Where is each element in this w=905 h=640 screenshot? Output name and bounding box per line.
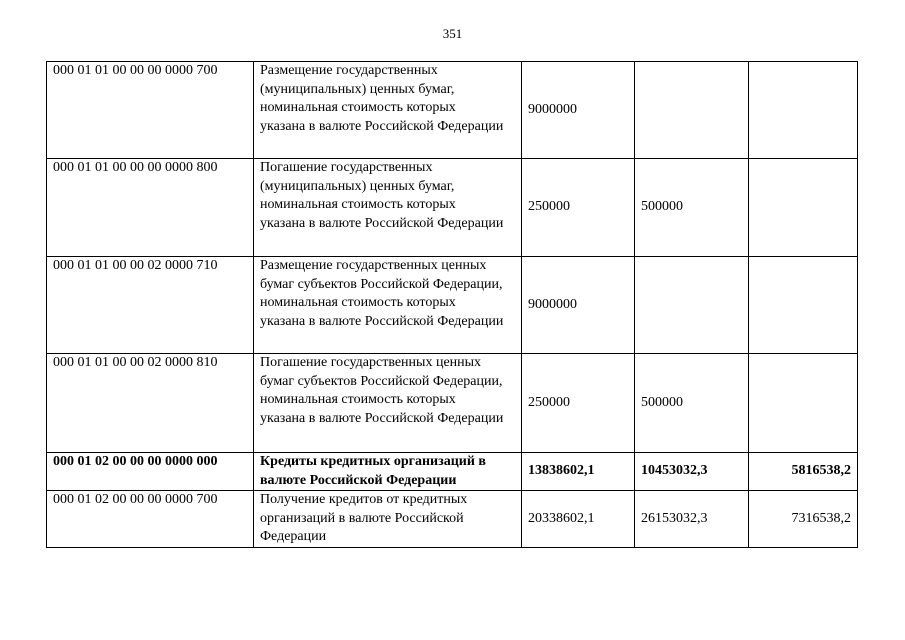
source-name-cell [254,491,522,548]
amount-cell-2: 500000 [635,354,749,453]
table-body [47,62,858,548]
amount-cell-3 [749,159,858,257]
source-name-line: Размещение государственных [260,63,438,78]
source-name-cell [254,453,522,491]
budget-code-cell: 000 01 02 00 00 00 0000 700 [47,491,254,548]
source-name-line: Получение кредитов от кредитных [260,492,468,507]
source-name-line: бумаг субъектов Российской Федерации, [260,276,503,292]
amount-cell-3 [749,62,858,159]
amount-cell-2: 500000 [635,159,749,257]
source-name-line: номинальная стоимость которых [260,100,456,115]
source-name-line: указана в валюте Российской Федерации [260,215,504,231]
page-number: 351 [442,26,463,41]
table-row [47,453,858,491]
amount-cell-1: 20338602,1 [522,491,635,548]
source-name-line: Кредиты кредитных организаций в [260,454,486,469]
amount-cell-1: 13838602,1 [522,453,635,491]
amount-cell-3 [749,257,858,354]
amount-cell-1: 9000000 [522,62,635,159]
source-name-line: (муниципальных) ценных бумаг, [260,178,455,194]
budget-code-cell: 000 01 01 00 00 00 0000 800 [47,159,254,257]
budget-code-cell: 000 01 01 00 00 02 0000 810 [47,354,254,453]
budget-code-cell: 000 01 01 00 00 02 0000 710 [47,257,254,354]
amount-cell-2: 10453032,3 [635,453,749,491]
source-name-line: Федерации [260,529,327,544]
source-name-line: (муниципальных) ценных бумаг, [260,81,455,97]
amount-cell-3: 5816538,2 [749,453,858,491]
table-row [47,62,858,159]
source-name-line: номинальная стоимость которых [260,392,456,407]
source-name-line: номинальная стоимость которых [260,295,456,310]
amount-cell-3 [749,354,858,453]
source-name-cell [254,257,522,354]
budget-table [46,61,858,548]
amount-cell-2 [635,62,749,159]
table-row [47,491,858,548]
source-name-line: Размещение государственных ценных [260,258,487,273]
amount-cell-1: 250000 [522,159,635,257]
source-name-cell [254,159,522,257]
amount-cell-2 [635,257,749,354]
source-name-cell [254,354,522,453]
amount-cell-1: 250000 [522,354,635,453]
source-name-line: Погашение государственных ценных [260,355,482,370]
source-name-line: Погашение государственных [260,160,433,175]
amount-cell-2: 26153032,3 [635,491,749,548]
table-row [47,159,858,257]
budget-code-cell: 000 01 01 00 00 00 0000 700 [47,62,254,159]
amount-cell-1: 9000000 [522,257,635,354]
table-row [47,354,858,453]
source-name-line: организаций в валюте Российской [260,510,464,526]
source-name-line: номинальная стоимость которых [260,197,456,212]
table-row [47,257,858,354]
source-name-cell [254,62,522,159]
source-name-line: бумаг субъектов Российской Федерации, [260,373,503,389]
amount-cell-3: 7316538,2 [749,491,858,548]
source-name-line: указана в валюте Российской Федерации [260,118,504,134]
source-name-line: валюте Российской Федерации [260,472,457,488]
budget-code-cell: 000 01 02 00 00 00 0000 000 [47,453,254,491]
source-name-line: указана в валюте Российской Федерации [260,313,504,329]
source-name-line: указана в валюте Российской Федерации [260,410,504,426]
